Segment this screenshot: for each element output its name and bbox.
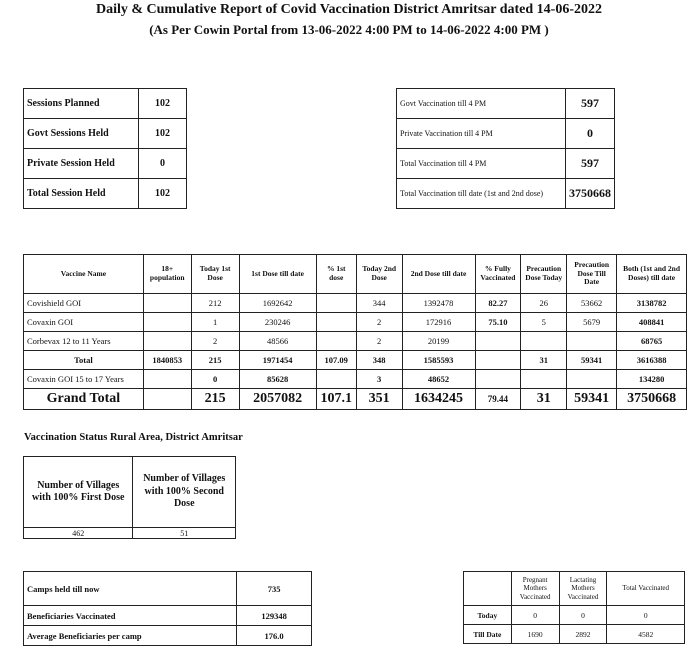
table-cell: 172916: [402, 313, 475, 332]
table-cell: [143, 332, 191, 351]
column-header: % 1st dose: [316, 255, 356, 294]
table-cell: 1690: [511, 625, 559, 644]
table-cell: [143, 389, 191, 410]
column-header: Vaccine Name: [24, 255, 144, 294]
column-header: 2nd Dose till date: [402, 255, 475, 294]
session-label: Private Session Held: [24, 149, 139, 179]
table-row: [24, 572, 312, 606]
table-cell: 85628: [239, 370, 316, 389]
table-cell: [521, 332, 567, 351]
table-cell: [475, 351, 521, 370]
session-value: 102: [139, 179, 187, 209]
table-header-row: [464, 572, 685, 606]
column-header: Total Vaccinated: [607, 572, 685, 606]
table-cell: 3138782: [617, 294, 687, 313]
table-row: [24, 332, 687, 351]
table-cell: 48566: [239, 332, 316, 351]
vaccination-label: Total Vaccination till 4 PM: [397, 149, 566, 179]
table-cell: 75.10: [475, 313, 521, 332]
table-row: [24, 606, 312, 626]
vaccination-value: 597: [566, 89, 615, 119]
camp-value: 176.0: [237, 626, 312, 646]
camp-label: Camps held till now: [24, 572, 237, 606]
table-cell: 1840853: [143, 351, 191, 370]
table-cell: 0: [607, 606, 685, 625]
table-cell: 59341: [567, 389, 617, 410]
column-header: [464, 572, 512, 606]
session-label: Total Session Held: [24, 179, 139, 209]
table-cell: 31: [521, 351, 567, 370]
session-value: 102: [139, 89, 187, 119]
column-header: 1st Dose till date: [239, 255, 316, 294]
column-header: Number of Villages with 100% Second Dose: [133, 457, 236, 528]
table-cell: 68765: [617, 332, 687, 351]
camp-value: 129348: [237, 606, 312, 626]
table-row: [24, 626, 312, 646]
table-cell: 1: [191, 313, 239, 332]
table-cell: 5679: [567, 313, 617, 332]
table-row: [464, 606, 685, 625]
table-header-row: [24, 457, 236, 528]
table-cell: 2892: [559, 625, 607, 644]
table-cell: 59341: [567, 351, 617, 370]
table-row: [464, 625, 685, 644]
table-row: [24, 119, 187, 149]
table-cell: Covaxin GOI 15 to 17 Years: [24, 370, 144, 389]
table-row: [24, 370, 687, 389]
session-label: Govt Sessions Held: [24, 119, 139, 149]
rural-section-title: Vaccination Status Rural Area, District Amritsar: [24, 432, 243, 443]
table-cell: [143, 294, 191, 313]
table-cell: [567, 370, 617, 389]
session-value: 0: [139, 149, 187, 179]
table-cell: 4582: [607, 625, 685, 644]
table-cell: 48652: [402, 370, 475, 389]
report-title: Daily & Cumulative Report of Covid Vaccination District Amritsar dated 14-06-2022: [95, 2, 603, 17]
table-cell: 2: [191, 332, 239, 351]
table-cell: 53662: [567, 294, 617, 313]
table-cell: 134280: [617, 370, 687, 389]
table-cell: 0: [191, 370, 239, 389]
table-cell: 51: [133, 528, 236, 539]
table-cell: 20199: [402, 332, 475, 351]
table-cell: Grand Total: [24, 389, 144, 410]
table-cell: [316, 370, 356, 389]
table-row: [397, 119, 615, 149]
table-cell: [475, 370, 521, 389]
table-cell: 26: [521, 294, 567, 313]
table-row: [24, 294, 687, 313]
vaccine-table: [23, 254, 687, 410]
column-header: Pregnant Mothers Vaccinated: [511, 572, 559, 606]
table-cell: 3: [356, 370, 402, 389]
vaccination-summary-table: [396, 88, 615, 209]
table-cell: 1971454: [239, 351, 316, 370]
table-cell: 212: [191, 294, 239, 313]
mothers-vaccination-table: [463, 571, 685, 644]
camp-value: 735: [237, 572, 312, 606]
table-cell: [316, 313, 356, 332]
table-cell: [316, 332, 356, 351]
table-row-total: [24, 351, 687, 370]
vaccination-value: 0: [566, 119, 615, 149]
vaccination-label: Govt Vaccination till 4 PM: [397, 89, 566, 119]
table-cell: 3616388: [617, 351, 687, 370]
table-cell: 79.44: [475, 389, 521, 410]
table-cell: [521, 370, 567, 389]
vaccination-value: 597: [566, 149, 615, 179]
table-cell: 5: [521, 313, 567, 332]
table-cell: [143, 313, 191, 332]
column-header: Number of Villages with 100% First Dose: [24, 457, 133, 528]
table-cell: 1392478: [402, 294, 475, 313]
vaccination-value: 3750668: [566, 179, 615, 209]
column-header: Precaution Dose Till Date: [567, 255, 617, 294]
table-cell: [143, 370, 191, 389]
table-row: [24, 179, 187, 209]
column-header: Both (1st and 2nd Doses) till date: [617, 255, 687, 294]
table-row: [24, 89, 187, 119]
table-cell: 107.1: [316, 389, 356, 410]
session-label: Sessions Planned: [24, 89, 139, 119]
table-cell: 82.27: [475, 294, 521, 313]
sessions-table: [23, 88, 187, 209]
vaccination-label: Private Vaccination till 4 PM: [397, 119, 566, 149]
table-row: [24, 149, 187, 179]
camps-table: [23, 571, 312, 646]
table-cell: Covishield GOI: [24, 294, 144, 313]
camp-label: Beneficiaries Vaccinated: [24, 606, 237, 626]
table-row: [397, 179, 615, 209]
table-cell: 351: [356, 389, 402, 410]
table-cell: 1634245: [402, 389, 475, 410]
table-cell: Covaxin GOI: [24, 313, 144, 332]
table-cell: 1692642: [239, 294, 316, 313]
table-cell: [475, 332, 521, 351]
column-header: Today 1st Dose: [191, 255, 239, 294]
column-header: % Fully Vaccinated: [475, 255, 521, 294]
row-label: Today: [464, 606, 512, 625]
table-cell: 31: [521, 389, 567, 410]
table-cell: 215: [191, 351, 239, 370]
table-row: [397, 89, 615, 119]
table-cell: Total: [24, 351, 144, 370]
column-header: Lactating Mothers Vaccinated: [559, 572, 607, 606]
table-cell: [567, 332, 617, 351]
column-header: 18+ population: [143, 255, 191, 294]
table-row: [24, 313, 687, 332]
row-label: Till Date: [464, 625, 512, 644]
table-cell: Corbevax 12 to 11 Years: [24, 332, 144, 351]
table-cell: 462: [24, 528, 133, 539]
table-row: [397, 149, 615, 179]
table-cell: 408841: [617, 313, 687, 332]
table-cell: 348: [356, 351, 402, 370]
table-row: [24, 528, 236, 539]
table-cell: 0: [511, 606, 559, 625]
column-header: Precaution Dose Today: [521, 255, 567, 294]
table-cell: 1585593: [402, 351, 475, 370]
table-cell: 344: [356, 294, 402, 313]
session-value: 102: [139, 119, 187, 149]
table-cell: 2057082: [239, 389, 316, 410]
report-subtitle: (As Per Cowin Portal from 13-06-2022 4:00 PM to 14-06-2022 4:00 PM ): [149, 22, 549, 37]
table-cell: 2: [356, 332, 402, 351]
vaccination-label: Total Vaccination till date (1st and 2nd dose): [397, 179, 566, 209]
table-cell: 3750668: [617, 389, 687, 410]
table-cell: 107.09: [316, 351, 356, 370]
table-cell: 0: [559, 606, 607, 625]
table-cell: 215: [191, 389, 239, 410]
villages-table: [23, 456, 236, 539]
table-cell: 2: [356, 313, 402, 332]
column-header: Today 2nd Dose: [356, 255, 402, 294]
table-cell: [316, 294, 356, 313]
table-row-grand-total: [24, 389, 687, 410]
table-cell: 230246: [239, 313, 316, 332]
table-header-row: [24, 255, 687, 294]
camp-label: Average Beneficiaries per camp: [24, 626, 237, 646]
